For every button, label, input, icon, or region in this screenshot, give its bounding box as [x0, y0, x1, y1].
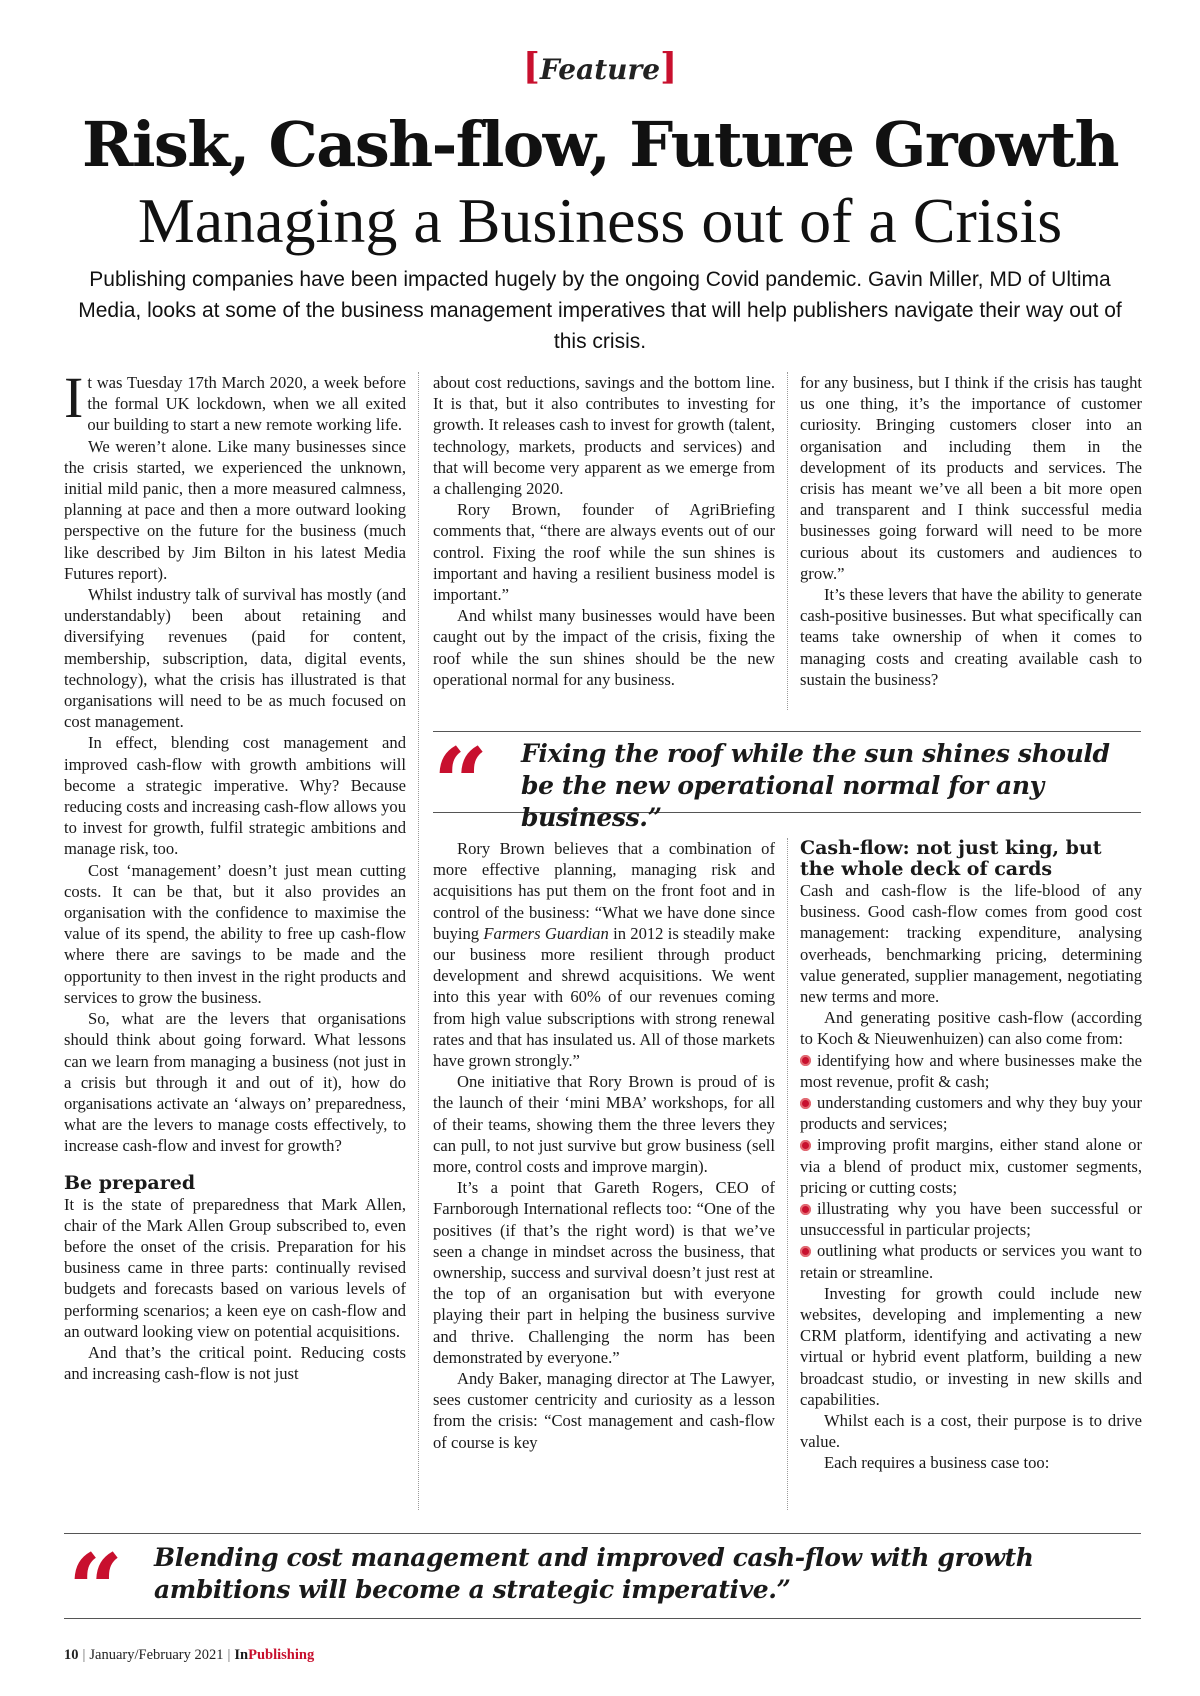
pull-quote-text: Fixing the roof while the sun shines should be the new operational normal for any business.”	[521, 739, 1110, 832]
paragraph: Each requires a business case too:	[824, 1453, 1050, 1473]
quote-mark-icon: “	[433, 727, 489, 840]
bullet-item	[800, 1198, 1142, 1240]
article-column-3-bottom	[800, 838, 1142, 1474]
footer-separator: |	[82, 1647, 86, 1663]
page-footer	[64, 1647, 314, 1664]
bullet-text: improving profit margins, either stand alone or via a blend of product mix, customer segments, pricing or cutting costs;	[800, 1135, 1142, 1197]
bullet-item	[800, 1050, 1142, 1092]
bullet-icon	[800, 1140, 811, 1151]
paragraph: We weren’t alone. Like many businesses since the crisis started, we experienced the unknown, initial mild panic, then a more measured calmness, planning at pace and then a more outward looking perspective on the future for the business (much like described by Jim Bilton in his latest Media Futures report).	[64, 436, 406, 583]
paragraph: about cost reductions, savings and the bottom line. It is that, but it also contributes to investing for growth. It releases cash to invest for growth (talent, technology, markets, products and services) and that will become very apparent as we emerge from a challenging 2020.	[433, 373, 775, 499]
subheadline: Managing a Business out of a Crisis	[137, 185, 1063, 256]
paragraph: Investing for growth could include new websites, developing and implementing a new CRM platform, identifying and activating a new virtual or hybrid event platform, building a new broadcast studio, or investing in new skills and capabilities.	[800, 1283, 1142, 1409]
article-column-2-bottom	[433, 838, 775, 1453]
drop-cap: I	[64, 365, 84, 430]
headline: Risk, Cash-flow, Future Growth	[82, 108, 1118, 181]
section-label: Feature	[539, 53, 661, 86]
paragraph: And whilst many businesses would have been caught out by the impact of the crisis, fixing the roof while the sun shines should be the new operational normal for any business.	[433, 606, 775, 689]
bracket-open: [	[522, 46, 540, 88]
paragraph: And generating positive cash-flow (according to Koch & Nieuwenhuizen) can also come from:	[800, 1008, 1142, 1049]
bullet-icon	[800, 1204, 811, 1215]
paragraph	[64, 365, 406, 436]
column-divider	[787, 372, 788, 710]
paragraph: Rory Brown, founder of AgriBriefing comments that, “there are always events out of our control. Fixing the roof while the sun shines is important and having a resilient business model is important.”	[433, 500, 775, 605]
section-heading: Cash-flow: not just king, but the whole deck of cards	[800, 837, 1102, 880]
bracket-close: ]	[660, 46, 678, 88]
section-heading: Be prepared	[64, 1171, 196, 1194]
bullet-icon	[800, 1246, 811, 1257]
pull-quote-text: Blending cost management and improved cash-flow with growth ambitions will become a strategic imperative.”	[154, 1543, 1034, 1604]
pull-quote	[433, 727, 1141, 840]
paragraph: It’s these levers that have the ability to generate cash-positive businesses. But what specifically can teams take ownership of when it comes to managing costs and creating available cash to sustain the business?	[800, 585, 1142, 689]
section-tag	[0, 46, 1200, 88]
page-number: 10	[64, 1647, 79, 1663]
bullet-icon	[800, 1055, 811, 1066]
bullet-text: understanding customers and why they buy your products and services;	[800, 1093, 1142, 1134]
paragraph-text: in 2012 is steadily make our business more resilient through product development and shrewd acquisitions. We went into this year with 60% of our revenues coming from high value subscriptions with strong renewal rates and that has insulated us. All of those markets have grown strongly.”	[433, 923, 775, 1071]
paragraph: for any business, but I think if the crisis has taught us one thing, it’s the importance of customer curiosity. Bringing customers closer into an organisation and including them in the development of its products and services. The crisis has meant we’ve all been a bit more open and transparent and I think successful media businesses going forward will need to be more curious about its customers and audiences to grow.”	[800, 373, 1142, 583]
paragraph-text: Rory Brown believes that a combination of more effective planning, managing risk and acquisitions has put them on the front foot and in control of the business: “What we have done since buying	[433, 839, 775, 943]
paragraph: So, what are the levers that organisations should think about going forward. What lessons can we learn from managing a business (not just in a crisis but through it and out of it), how do organisations activate an ‘always on’ preparedness, what are the levers to manage costs effectively, to increase cash-flow and invest for growth?	[64, 1009, 406, 1156]
column-divider	[418, 372, 419, 1510]
paragraph-text: t was Tuesday 17th March 2020, a week before the formal UK lockdown, when we all exited our building to start a new remote working life.	[87, 373, 406, 435]
article-column-1	[64, 365, 406, 1384]
paragraph	[433, 838, 775, 1071]
bullet-icon	[800, 1098, 811, 1109]
paragraph: Cost ‘management’ doesn’t just mean cutting costs. It can be that, but it also provides an organisation with the confidence to maximise the value of its spend, the ability to free up cash-flow where there are savings to be made and the opportunity to then invest in the right products and services to grow the business.	[64, 860, 406, 1007]
bullet-text: identifying how and where businesses make the most revenue, profit & cash;	[800, 1050, 1142, 1091]
bullet-item	[800, 1092, 1142, 1134]
paragraph: It is the state of preparedness that Mark Allen, chair of the Mark Allen Group subscribed to, even before the onset of the crisis. Preparation for his business came in three parts: continually revised budgets and forecasts based on various levels of performing scenarios; a keen eye on cash-flow and an outward looking view on potential acquisitions.	[64, 1194, 406, 1341]
article-column-3-top	[800, 372, 1142, 690]
paragraph: Cash and cash-flow is the life-blood of any business. Good cash-flow comes from good cost management: tracking expenditure, analysing overheads, benchmarking pricing, determining value generated, supplier management, negotiating new terms and more.	[800, 881, 1142, 1007]
paragraph: One initiative that Rory Brown is proud of is the launch of their ‘mini MBA’ workshops, for all of their teams, showing them the three levers they can pull, to not just survive but grow business (sell more, control costs and improve margin).	[433, 1072, 775, 1177]
paragraph: It’s a point that Gareth Rogers, CEO of Farnborough International reflects too: “One of the positives (if that’s the right word) is that we’ve seen a change in mindset across the business, that ownership, success and survival doesn’t just rest at the top of an organisation but with everyone playing their part in helping the business survive and thrive. Challenging the norm has been demonstrated by everyone.”	[433, 1178, 775, 1367]
paragraph: And that’s the critical point. Reducing costs and increasing cash-flow is not just	[64, 1342, 406, 1384]
quote-mark-icon: “	[68, 1533, 124, 1646]
paragraph: In effect, blending cost management and improved cash-flow with growth ambitions will become a strategic imperative. Why? Because reducing costs and increasing cash-flow allows you to invest for growth, fulfil strategic ambitions and manage risk, too.	[64, 733, 406, 859]
bullet-text: illustrating why you have been successful or unsuccessful in particular projects;	[800, 1199, 1142, 1240]
issue-date: January/February 2021	[89, 1647, 224, 1663]
publication-title: Farmers Guardian	[483, 923, 609, 943]
article-column-2-top	[433, 372, 775, 690]
brand-name-part1: In	[234, 1647, 249, 1663]
paragraph: Andy Baker, managing director at The Lawyer, sees customer centricity and curiosity as a lesson from the crisis: “Cost management and cash-flow of course is key	[433, 1369, 775, 1452]
bullet-item	[800, 1134, 1142, 1198]
column-divider	[787, 838, 788, 1510]
pull-quote	[64, 1533, 1141, 1646]
paragraph: Whilst industry talk of survival has mostly (and understandably) been about retaining and diversifying revenues (paid for content, membership, subscription, data, digital events, technology), what the crisis has illustrated is that organisations will need to be as much focused on cost management.	[64, 585, 406, 732]
standfirst: Publishing companies have been impacted hugely by the ongoing Covid pandemic. Gavin Miller, MD of Ultima Media, looks at some of the business management imperatives that will help publishers navigate their way out of this crisis.	[78, 268, 1122, 353]
brand-name-part2: Publishing	[248, 1647, 315, 1663]
footer-separator: |	[227, 1647, 231, 1663]
bullet-text: outlining what products or services you want to retain or streamline.	[800, 1241, 1142, 1282]
paragraph: Whilst each is a cost, their purpose is to drive value.	[800, 1411, 1142, 1452]
bullet-item	[800, 1240, 1142, 1282]
